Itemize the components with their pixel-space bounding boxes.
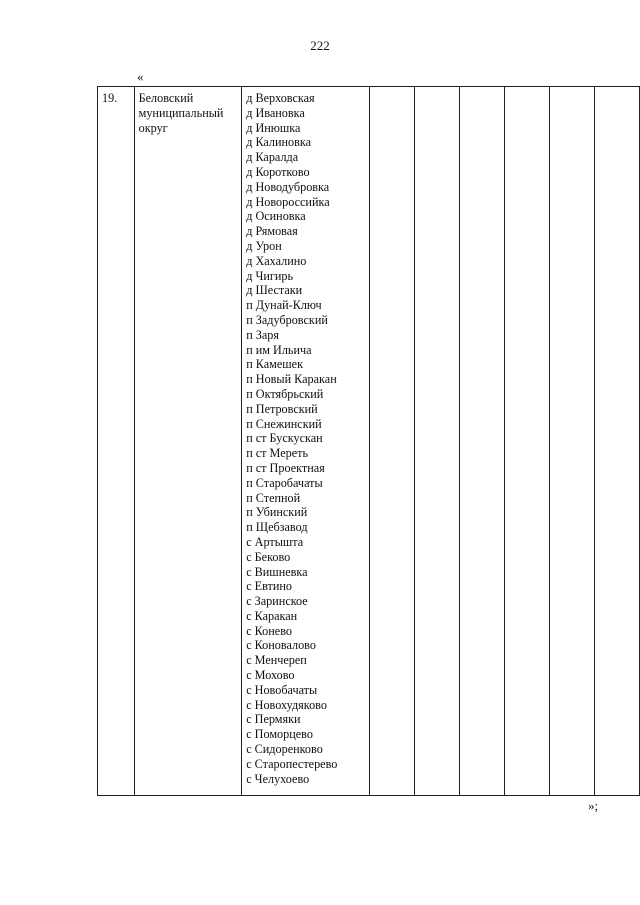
opening-quote: « (137, 69, 144, 84)
place-item: п ст Бускускан (246, 431, 323, 446)
place-item: п Степной (246, 490, 301, 505)
empty-cell-1 (370, 87, 415, 796)
place-item: п ст Проектная (246, 460, 325, 475)
place-item: п Камешек (246, 357, 303, 372)
place-item: д Инюшка (246, 120, 301, 135)
place-item: с Конево (246, 623, 292, 638)
place-item: с Евтино (246, 579, 293, 594)
place-item: д Чигирь (246, 268, 294, 283)
place-item: д Хахалино (246, 253, 307, 268)
empty-cell-5 (550, 87, 595, 796)
place-item: д Коротково (246, 164, 310, 179)
place-item: п Убинский (246, 505, 308, 520)
place-item: с Пермяки (246, 712, 301, 727)
place-item: д Новодубровка (246, 179, 330, 194)
place-item: п Октябрьский (246, 386, 324, 401)
place-item: с Мохово (246, 668, 295, 683)
place-item: п ст Мереть (246, 446, 309, 461)
place-item: п Дунай-Ключ (246, 298, 322, 313)
page-number: 222 (310, 38, 330, 53)
place-item: с Заринское (246, 594, 308, 609)
place-item: п Новый Каракан (246, 372, 337, 387)
place-item: д Верховская (246, 91, 315, 105)
place-item: с Новобачаты (246, 682, 318, 697)
empty-cell-6 (594, 87, 639, 796)
place-item: д Рямовая (246, 224, 298, 239)
place-item: с Старопестерево (246, 756, 338, 771)
place-item: п Петровский (246, 401, 318, 416)
places-cell (242, 87, 370, 796)
place-item: с Артышта (246, 534, 304, 549)
place-item: д Осиновка (246, 209, 306, 224)
place-item: п Щебзавод (246, 520, 308, 535)
row-number-cell (98, 87, 135, 796)
table-row (98, 87, 640, 796)
empty-cell-3 (460, 87, 505, 796)
place-item: с Поморцево (246, 727, 313, 742)
row-number: 19. (102, 91, 118, 105)
place-item: с Коновалово (246, 638, 316, 653)
municipality-name: Беловский муниципальный округ (138, 91, 224, 135)
empty-cell-2 (415, 87, 460, 796)
place-item: с Каракан (246, 608, 298, 623)
empty-cell-4 (505, 87, 550, 796)
place-item: д Каралда (246, 150, 299, 165)
place-item: с Сидоренково (246, 742, 323, 757)
place-item: д Калиновка (246, 135, 312, 150)
place-item: с Вишневка (246, 564, 308, 579)
place-item: п Снежинский (246, 416, 322, 431)
settlements-table (97, 86, 640, 796)
place-item: п им Ильича (246, 342, 312, 357)
place-item: д Урон (246, 238, 282, 253)
place-item: с Беково (246, 549, 291, 564)
place-item: п Задубровский (246, 312, 328, 327)
place-item: п Заря (246, 327, 279, 342)
place-item: с Новохудяково (246, 697, 327, 712)
place-item: д Шестаки (246, 283, 303, 298)
place-item: д Новороссийка (246, 194, 330, 209)
place-item: с Челухоево (246, 771, 310, 786)
place-item: с Менчереп (246, 653, 307, 668)
places-list (246, 91, 365, 786)
place-item: д Ивановка (246, 105, 305, 120)
municipality-cell (134, 87, 242, 796)
place-item: п Старобачаты (246, 475, 323, 490)
closing-quote: »; (588, 798, 599, 813)
